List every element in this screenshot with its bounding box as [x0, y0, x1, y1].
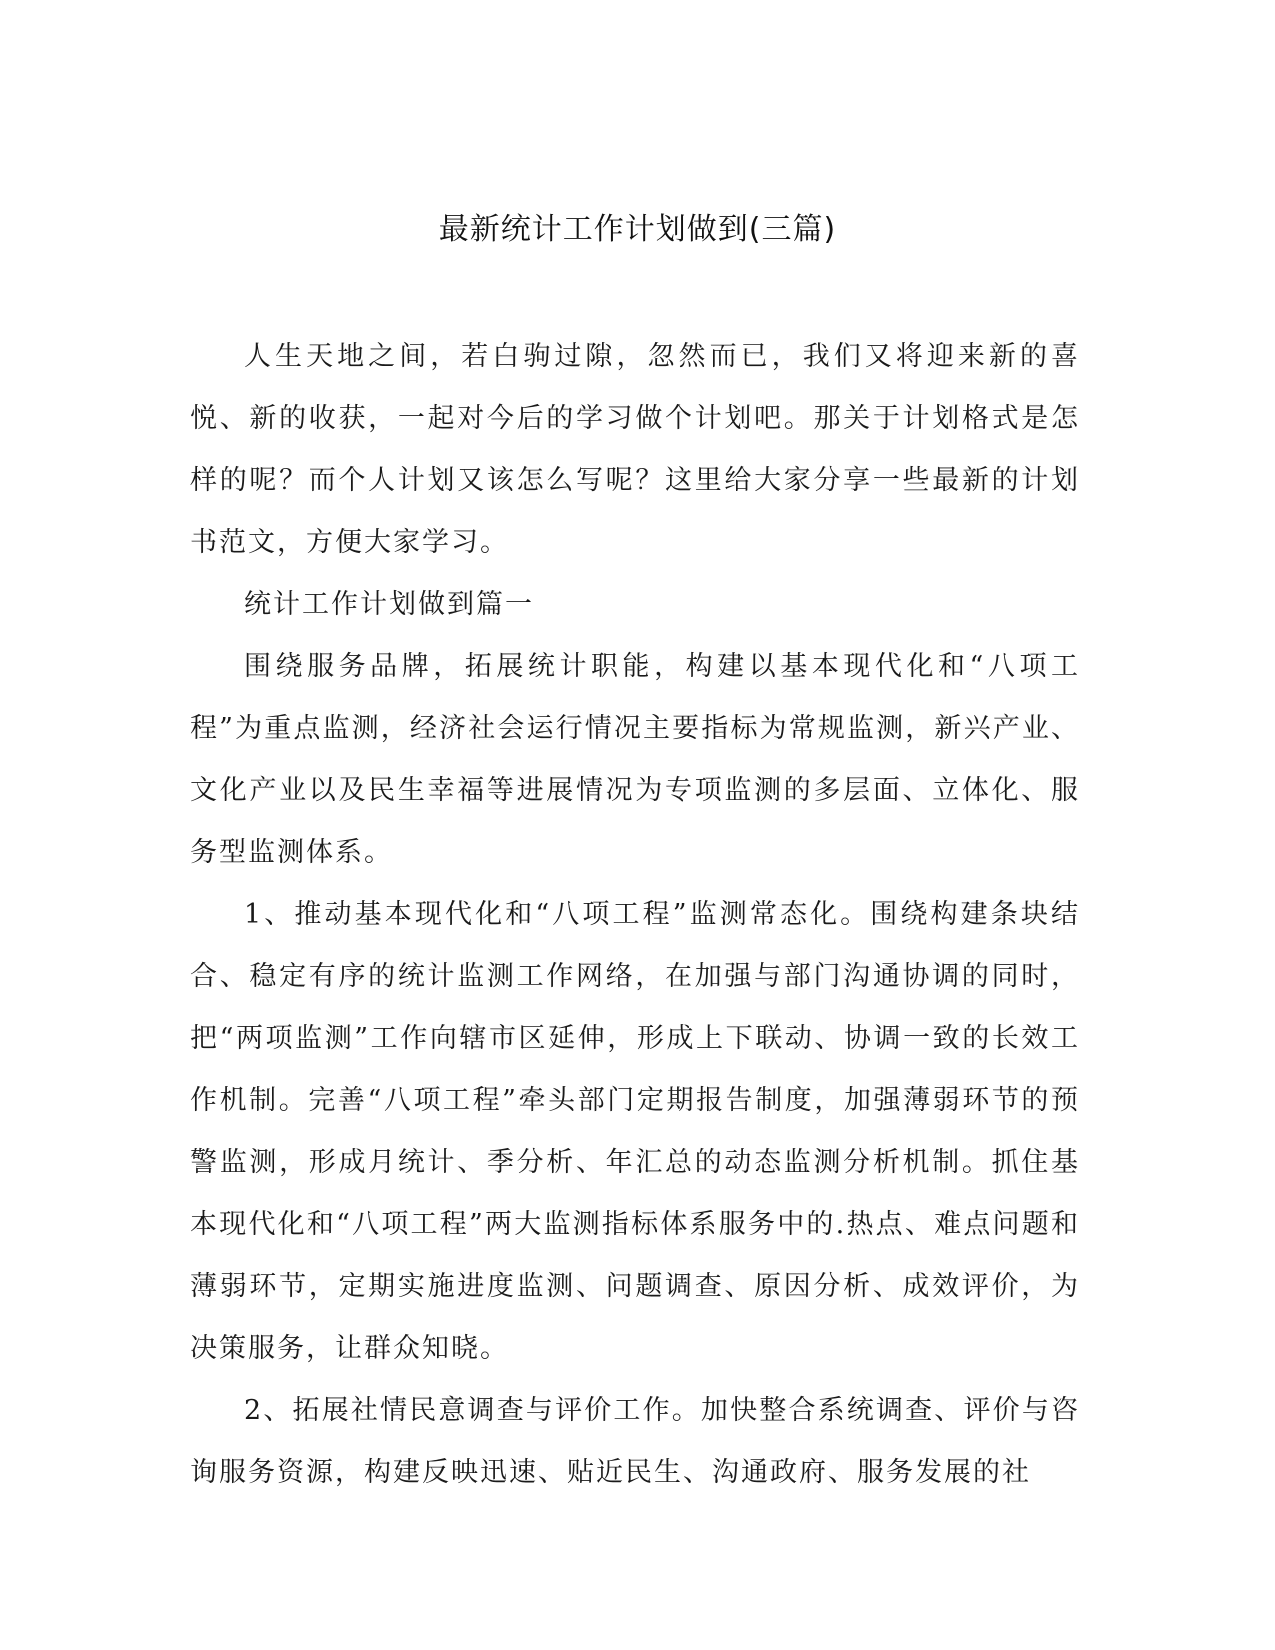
document-title: 最新统计工作计划做到(三篇) [438, 212, 837, 247]
body-paragraph: 1、推动基本现代化和“八项工程”监测常态化。围绕构建条块结合、稳定有序的统计监测工作网络，在加强与部门沟通协调的同时，把“两项监测”工作向辖市区延伸，形成上下联动、协调一致的长效工作机制。完善“八项工程”牵头部门定期报告制度，加强薄弱环节的预警监测，形成月统计、季分析、年汇总的动态监测分析机制。抓住基本现代化和“八项工程”两大监测指标体系服务中的.热点、难点问题和薄弱环节，定期实施进度监测、问题调查、原因分析、成效评价，为决策服务，让群众知晓。 [190, 899, 1080, 1364]
section-heading: 统计工作计划做到篇一 [244, 589, 534, 620]
body-paragraph: 2、拓展社情民意调查与评价工作。加快整合系统调查、评价与咨询服务资源，构建反映迅速、贴近民生、沟通政府、服务发展的社 [190, 1395, 1080, 1488]
document-body [190, 326, 1080, 1504]
body-paragraph: 围绕服务品牌，拓展统计职能，构建以基本现代化和“八项工程”为重点监测，经济社会运行情况主要指标为常规监测，新兴产业、文化产业以及民生幸福等进展情况为专项监测的多层面、立体化、服务型监测体系。 [190, 651, 1080, 868]
intro-paragraph: 人生天地之间，若白驹过隙，忽然而已，我们又将迎来新的喜悦、新的收获，一起对今后的学习做个计划吧。那关于计划格式是怎样的呢？而个人计划又该怎么写呢？这里给大家分享一些最新的计划书范文，方便大家学习。 [190, 341, 1080, 558]
